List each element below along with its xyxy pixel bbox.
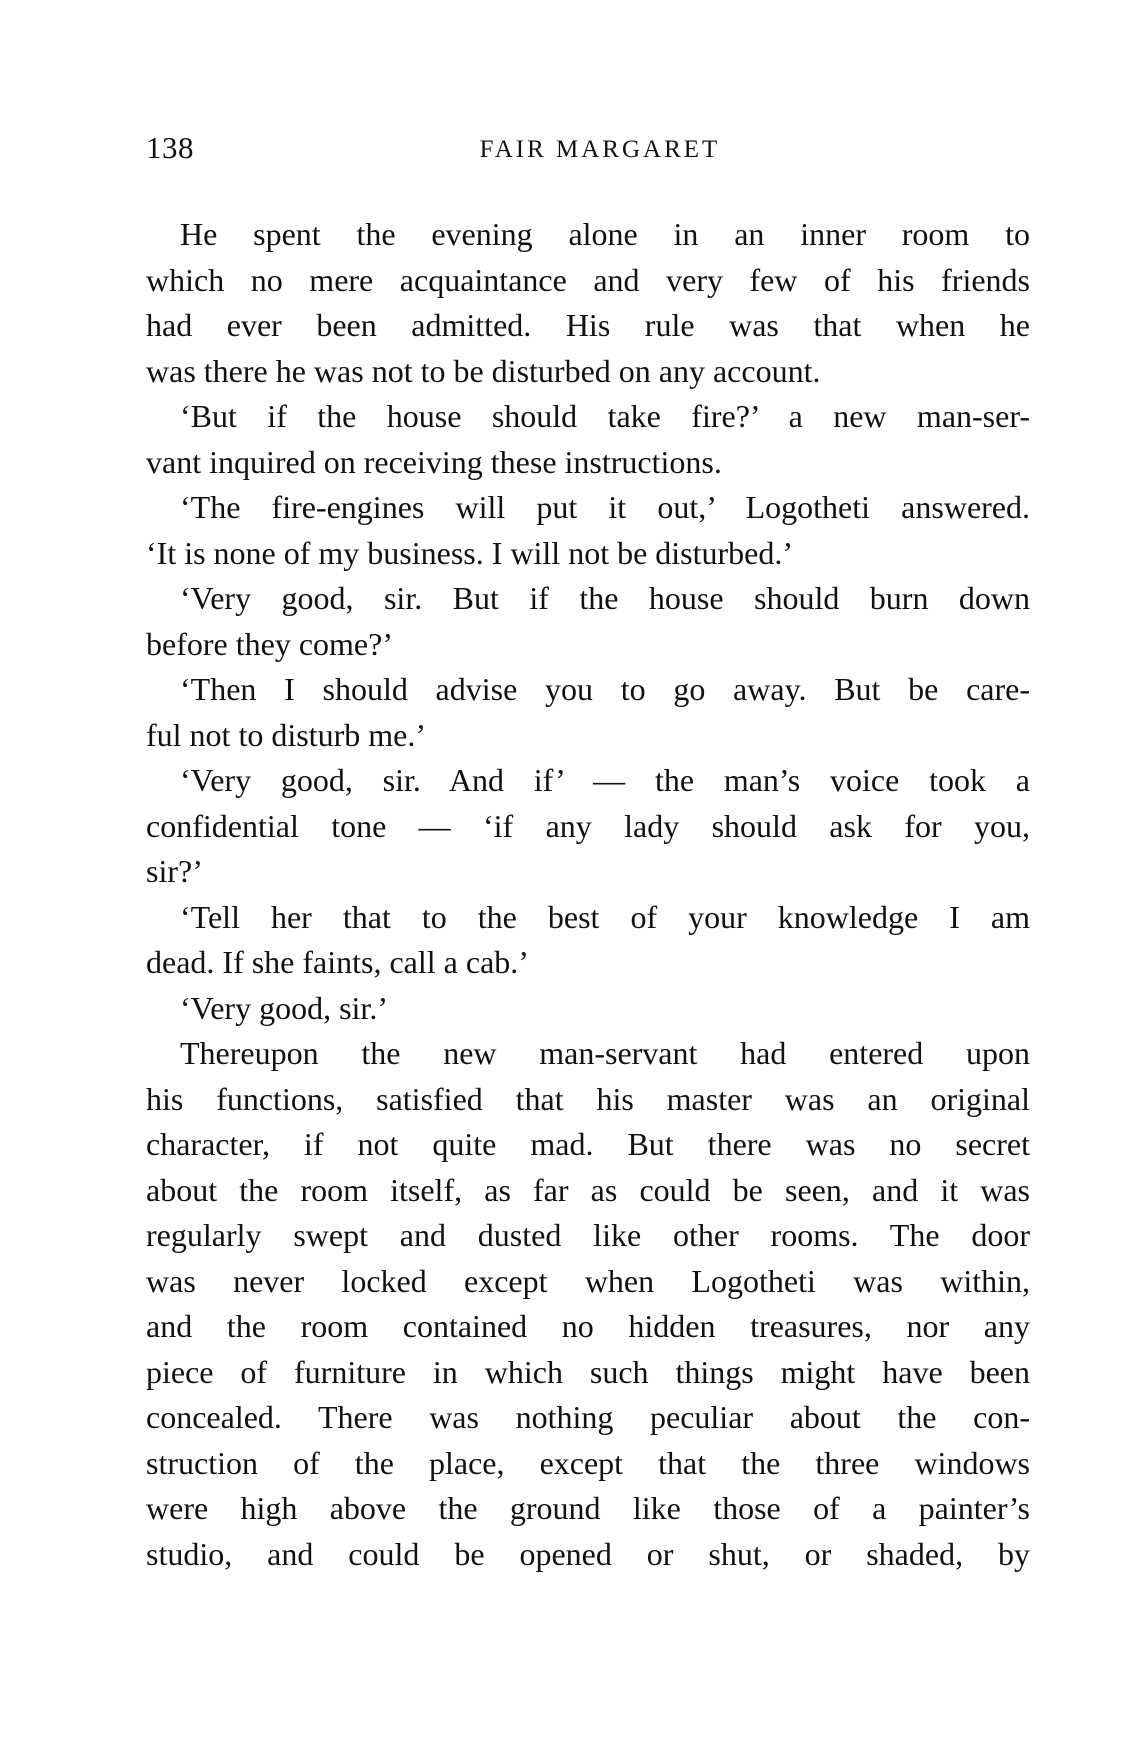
text-line: struction of the place, except that the three windows: [146, 1444, 1030, 1481]
text-line: confidential tone — ‘if any lady should ask for you,: [146, 807, 1030, 844]
text-line: piece of furniture in which such things might have been: [146, 1353, 1030, 1390]
text-line: his functions, satisfied that his master was an original: [146, 1080, 1030, 1117]
text-line: ‘Tell her that to the best of your knowledge I am: [180, 898, 1030, 935]
text-line: ‘Very good, sir. And if’ — the man’s voice took a: [180, 762, 1030, 798]
text-line: studio, and could be opened or shut, or shaded, by: [146, 1535, 1030, 1572]
text-line: Thereupon the new man-servant had entered upon: [180, 1035, 1030, 1071]
text-line: ‘The fire-engines will put it out,’ Logotheti answered.: [180, 489, 1030, 525]
text-line: sir?’: [146, 853, 203, 889]
text-line: dead. If she faints, call a cab.’: [146, 944, 529, 980]
text-line: concealed. There was nothing peculiar about the con-: [146, 1399, 1030, 1435]
text-line: about the room itself, as far as could be seen, and it was: [146, 1171, 1030, 1208]
text-line: had ever been admitted. His rule was that when he: [146, 307, 1030, 343]
text-line: He spent the evening alone in an inner room to: [180, 216, 1030, 252]
text-line: vant inquired on receiving these instructions.: [146, 443, 722, 480]
page-number: 138: [146, 130, 194, 165]
body-text: [146, 212, 1030, 1577]
text-line: before they come?’: [146, 625, 393, 662]
text-line: were high above the ground like those of a painter’s: [146, 1490, 1030, 1526]
text-line: was there he was not to be disturbed on any account.: [146, 352, 821, 389]
text-line: character, if not quite mad. But there was no secret: [146, 1126, 1030, 1162]
text-line: regularly swept and dusted like other rooms. The door: [146, 1217, 1030, 1253]
text-line: and the room contained no hidden treasures, nor any: [146, 1308, 1030, 1344]
text-line: ‘It is none of my business. I will not be disturbed.’: [146, 534, 794, 571]
text-line: ‘But if the house should take fire?’ a new man-ser-: [180, 398, 1030, 434]
text-line: ‘Then I should advise you to go away. But be care-: [180, 671, 1030, 707]
text-line: was never locked except when Logotheti was within,: [146, 1262, 1030, 1299]
text-line: ‘Very good, sir. But if the house should burn down: [180, 580, 1030, 616]
book-title: FAIR MARGARET: [479, 136, 721, 163]
running-head: [146, 128, 1030, 168]
text-line: ‘Very good, sir.’: [180, 989, 388, 1026]
text-line: which no mere acquaintance and very few of his friends: [146, 261, 1030, 298]
text-line: ful not to disturb me.’: [146, 716, 426, 753]
